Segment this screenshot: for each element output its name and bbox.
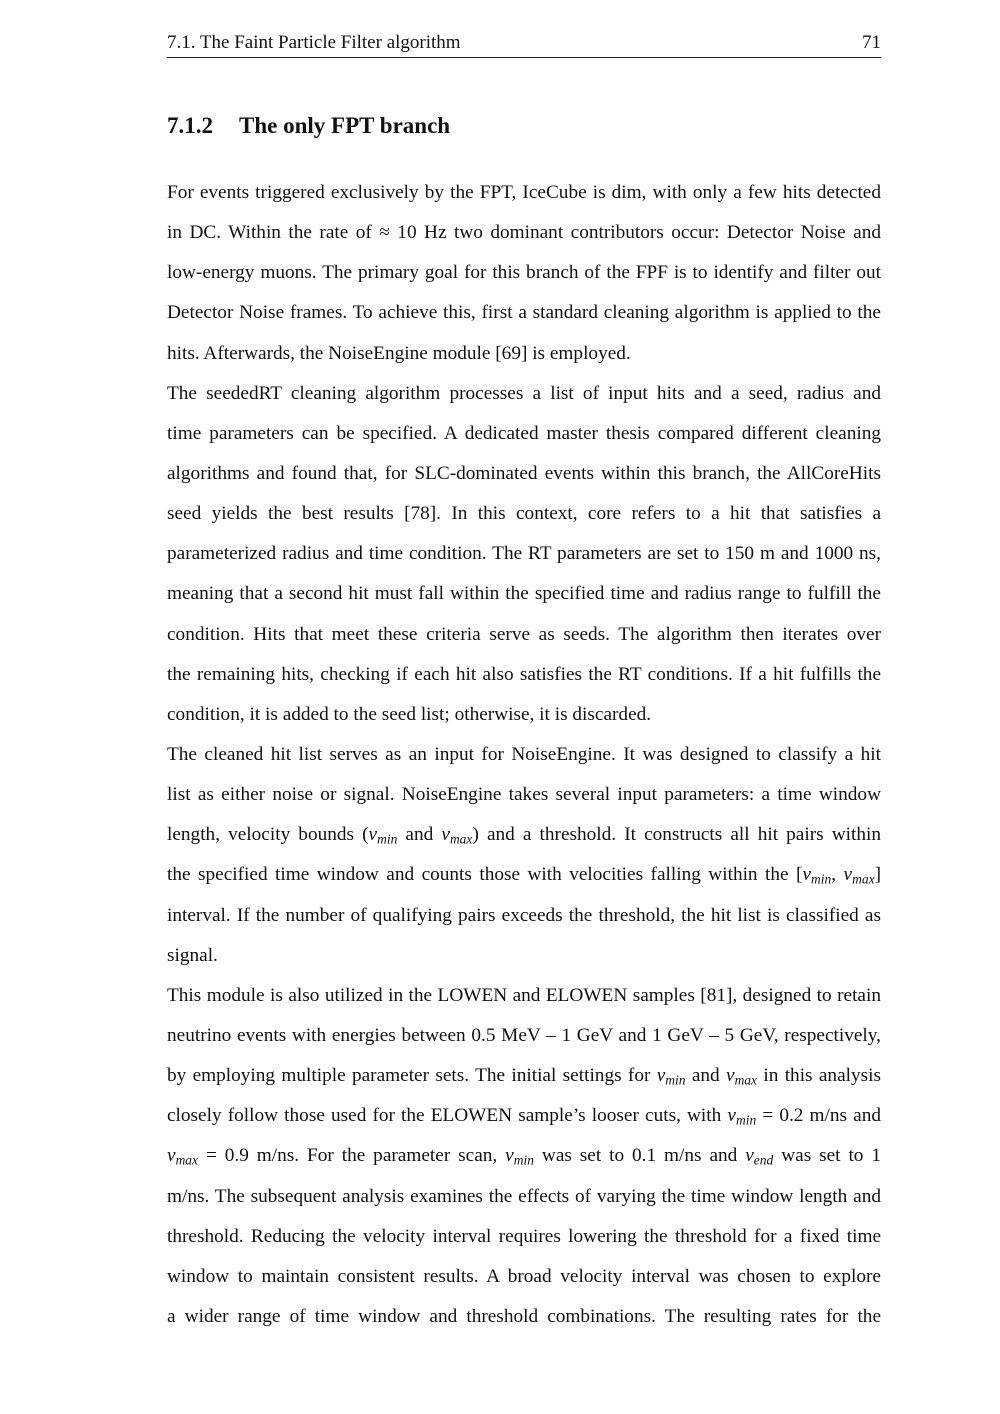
math-variable: $v_{min}$: [505, 1145, 534, 1168]
text-line: the specified time window and counts those with velocities falling within the [$v_{min}$, $v_{max}$]: [167, 864, 881, 887]
section-number: 7.1.2: [167, 113, 213, 138]
text-line: condition. Hits that meet these criteria serve as seeds. The algorithm then iterates over: [167, 623, 881, 645]
text-line: For events triggered exclusively by the FPT, IceCube is dim, with only a few hits detected: [167, 182, 881, 203]
text-line: low-energy muons. The primary goal for this branch of the FPF is to identify and filter out: [167, 262, 881, 284]
text-line: list as either noise or signal. NoiseEngine takes several input parameters: a time window: [167, 784, 881, 806]
text-line: meaning that a second hit must fall within the specified time and radius range to fulfill the: [167, 583, 881, 605]
text-line: the remaining hits, checking if each hit also satisfies the RT conditions. If a hit fulfills the: [167, 663, 881, 685]
text-line: hits. Afterwards, the NoiseEngine module [69] is employed.: [167, 342, 631, 364]
page-number: 71: [862, 32, 881, 53]
text-line: time parameters can be specified. A dedicated master thesis compared different cleaning: [167, 422, 881, 444]
text-line: signal.: [167, 944, 218, 966]
text-line: parameterized radius and time condition. The RT parameters are set to 150 m and 1000 ns,: [167, 543, 881, 565]
text-line: Detector Noise frames. To achieve this, first a standard cleaning algorithm is applied to the: [167, 302, 881, 324]
text-line: closely follow those used for the ELOWEN sample’s looser cuts, with $v_{min} = 0.2$ m/ns and: [167, 1105, 881, 1128]
text-line: neutrino events with energies between 0.5 MeV – 1 GeV and 1 GeV – 5 GeV, respectively,: [167, 1024, 881, 1046]
paragraph: [167, 976, 881, 1337]
math-variable: $v_{min}$: [656, 1065, 686, 1088]
text-line: The cleaned hit list serves as an input for NoiseEngine. It was designed to classify a hit: [167, 743, 881, 765]
section-title: The only FPT branch: [239, 113, 451, 138]
text-line: by employing multiple parameter sets. The initial settings for $v_{min}$ and $v_{max}$ in this analysis: [167, 1065, 881, 1088]
math-variable: $v_{min}$: [727, 1105, 757, 1128]
text-line: m/ns. The subsequent analysis examines the effects of varying the time window length and: [167, 1185, 881, 1207]
text-line: interval. If the number of qualifying pairs exceeds the threshold, the hit list is classified as: [167, 904, 881, 926]
text-line: seed yields the best results [78]. In this context, core refers to a hit that satisfies a: [167, 503, 881, 525]
math-variable: $v_{end}$: [745, 1145, 774, 1168]
text-line: window to maintain consistent results. A broad velocity interval was chosen to explore: [167, 1265, 881, 1287]
math-variable: $v_{max}$: [167, 1145, 199, 1168]
math-variable: $v_{max}$: [441, 824, 473, 847]
paragraph: [167, 735, 881, 976]
text-line: a wider range of time window and threshold combinations. The resulting rates for the: [167, 1305, 881, 1327]
text-line: algorithms and found that, for SLC-dominated events within this branch, the AllCoreHits: [167, 462, 881, 484]
text-line: This module is also utilized in the LOWEN and ELOWEN samples [81], designed to retain: [167, 984, 881, 1006]
running-header-section: 7.1. The Faint Particle Filter algorithm: [167, 32, 461, 53]
text-line: in DC. Within the rate of ≈ 10 Hz two dominant contributors occur: Detector Noise and: [167, 222, 881, 244]
running-header: [167, 32, 881, 58]
math-variable: $v_{max}$: [843, 864, 875, 887]
text-line: length, velocity bounds ($v_{min}$ and $v_{max}$) and a threshold. It constructs all hit pairs within: [167, 824, 881, 847]
math-variable: $v_{max}$: [726, 1065, 758, 1088]
math-variable: $v_{min}$: [368, 824, 398, 847]
text-line: condition, it is added to the seed list; otherwise, it is discarded.: [167, 703, 652, 725]
body-text: [167, 173, 881, 1337]
text-line: The seededRT cleaning algorithm processes a list of input hits and a seed, radius and: [167, 382, 881, 404]
math-variable: $v_{min}$: [802, 864, 832, 887]
text-line: threshold. Reducing the velocity interval requires lowering the threshold for a fixed time: [167, 1225, 881, 1247]
text-line: $v_{max} = 0.9$ m/ns. For the parameter scan, $v_{min}$ was set to 0.1 m/ns and $v_{end}$ was set to 1: [167, 1145, 881, 1168]
paragraph: [167, 374, 881, 735]
section-heading: [167, 113, 450, 139]
paragraph: [167, 173, 881, 374]
